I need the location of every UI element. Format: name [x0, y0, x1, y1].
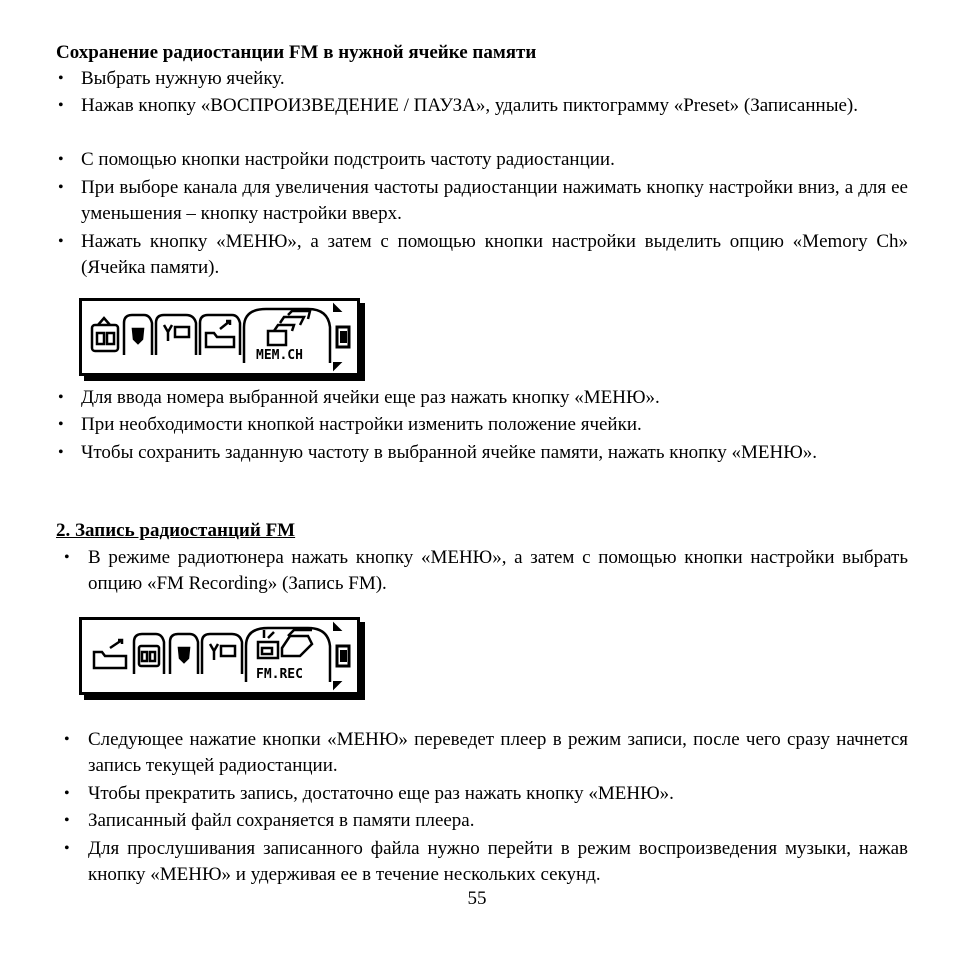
- list-item: • Для ввода номера выбранной ячейки еще раз нажать кнопку «МЕНЮ».: [56, 385, 908, 411]
- folder-arrow-icon: [94, 640, 126, 668]
- bullet-icon: •: [58, 444, 64, 461]
- list-item: • Чтобы прекратить запись, достаточно еще раз нажать кнопку «МЕНЮ».: [62, 781, 908, 807]
- shield-tab-icon: [170, 634, 198, 674]
- list-item: • Записанный файл сохраняется в памяти плеера.: [62, 808, 908, 834]
- bullet-icon: •: [64, 840, 70, 857]
- settings-tab-icon: [202, 634, 242, 674]
- list-item: • При выборе канала для увеличения частоты радиостанции нажимать кнопку настройки вниз, а для ее уменьшения – кнопку настройки вверх.: [58, 177, 908, 224]
- list-item: • В режиме радиотюнера нажать кнопку «МЕНЮ», а затем с помощью кнопки настройки выбрать опцию «FM Recording» (Запись FM).: [64, 547, 908, 594]
- bullet-icon: •: [58, 179, 64, 196]
- page-number: 55: [467, 888, 487, 909]
- menu-icons-strip: [82, 301, 357, 373]
- player-icon: [92, 318, 118, 351]
- bullet-icon: •: [58, 151, 64, 168]
- bullet-icon: •: [58, 416, 64, 433]
- folder-arrow-icon: [200, 315, 240, 355]
- section-title-memory: Сохранение радиостанции FM в нужной ячейке памяти: [56, 42, 537, 63]
- list-item: • Нажать кнопку «МЕНЮ», а затем с помощью кнопки настройки выделить опцию «Memory Ch» (Ячейка памяти).: [58, 231, 908, 278]
- list-item: • Следующее нажатие кнопки «МЕНЮ» переведет плеер в режим записи, после чего сразу начнется запись текущей радиостанции.: [64, 729, 908, 776]
- bullet-icon: •: [64, 785, 70, 802]
- list-item: • С помощью кнопки настройки подстроить частоту радиостанции.: [56, 147, 908, 173]
- bullet-icon: •: [58, 389, 64, 406]
- lcd-screen-fm-recording: [79, 617, 360, 695]
- list-item: • Для прослушивания записанного файла нужно перейти в режим воспроизведения музыки, нажав кнопку «МЕНЮ» и удерживая ее в течение нескольких секунд.: [64, 838, 908, 885]
- bullet-icon: •: [58, 233, 64, 250]
- lcd-label: MEM.CH: [256, 348, 303, 363]
- shield-tab-icon: [124, 315, 152, 355]
- bullet-icon: •: [58, 70, 64, 87]
- bullet-icon: •: [64, 731, 70, 748]
- list-item: • Выбрать нужную ячейку.: [56, 66, 908, 92]
- section-title-fm-recording: 2. Запись радиостанций FM: [56, 520, 296, 541]
- menu-icons-strip: [82, 620, 357, 692]
- scroll-indicator-icon: [334, 305, 349, 369]
- list-item: • При необходимости кнопкой настройки изменить положение ячейки.: [56, 412, 908, 438]
- lcd-screen-memory-channel: [79, 298, 360, 376]
- lcd-label: FM.REC: [256, 667, 303, 682]
- list-item: • Нажав кнопку «ВОСПРОИЗВЕДЕНИЕ / ПАУЗА», удалить пиктограмму «Preset» (Записанные).: [56, 93, 908, 119]
- bullet-icon: •: [64, 549, 70, 566]
- settings-tab-icon: [156, 315, 196, 355]
- player-icon: [134, 634, 164, 674]
- list-item: • Чтобы сохранить заданную частоту в выбранной ячейке памяти, нажать кнопку «МЕНЮ».: [56, 440, 908, 466]
- bullet-icon: •: [58, 97, 64, 114]
- scroll-indicator-icon: [334, 624, 349, 688]
- bullet-icon: •: [64, 812, 70, 829]
